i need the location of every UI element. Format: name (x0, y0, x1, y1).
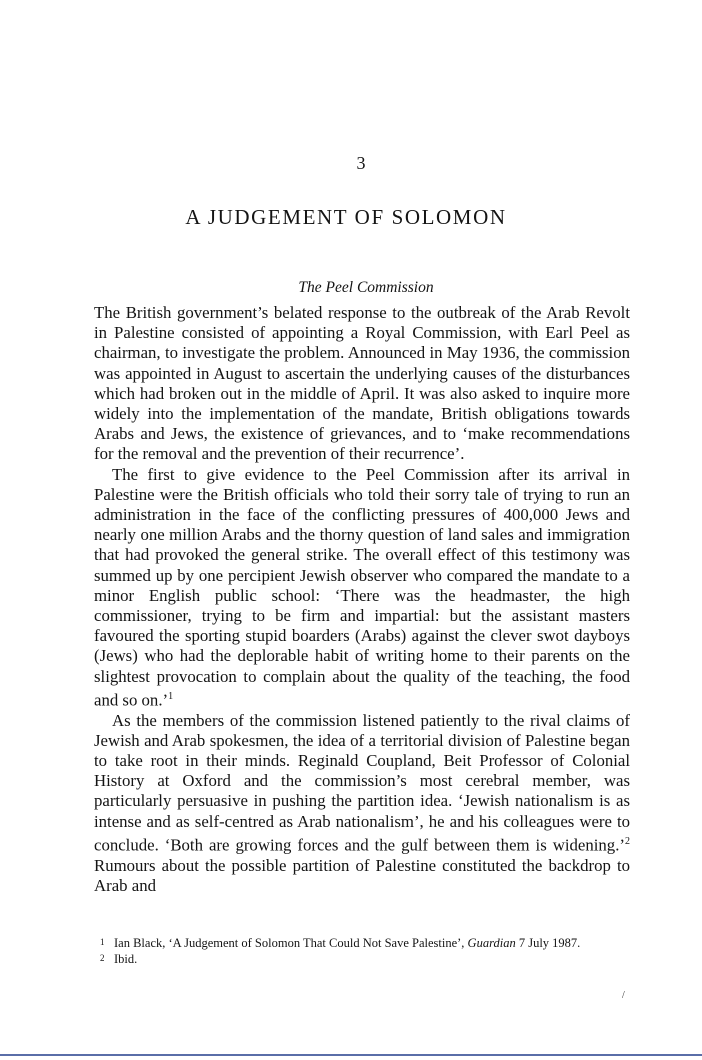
footnote-1-text-after: 7 July 1987. (515, 936, 581, 950)
paragraph-1 (94, 303, 630, 465)
footnote-2-text (114, 952, 640, 968)
chapter-title: A JUDGEMENT OF SOLOMON (185, 205, 507, 229)
body-text (94, 303, 630, 896)
paragraph-2 (94, 465, 630, 711)
footnote-1-text (114, 936, 640, 952)
paragraph-1-text: The British government’s belated response to the outbreak of the Arab Revolt in Palestine consisted of appointing a Royal Commission, with Earl Peel as chairman, to investigate the problem. Announced in May 1936, the commission was appointed in August to ascertain the underlying causes of the disturbances which had broken out in the middle of April. It was also asked to inquire more widely into the implementation of the mandate, British obligations towards Arabs and Jews, the existence of grievances, and to ‘make recommendations for the removal and the prevention of their recurrence’. (94, 303, 630, 464)
footnote-2-text-before: Ibid. (114, 951, 138, 966)
paragraph-2-text: The first to give evidence to the Peel Commission after its arrival in Palestine were the British officials who told their sorry tale of trying to run an administration in the face of the conflicting pressures of 400,000 Jews and nearly one million Arabs and the thorny question of land sales and immigration that had provoked the general strike. The overall effect of this testimony was summed up by one percipient Jewish observer who compared the mandate to a minor English public school: ‘There was the headmaster, the high commissioner, trying to be firm and impartial: but the assistant masters favoured the sporting stupid boarders (Arabs) against the clever swot dayboys (Jews) who had the deplorable habit of writing home to their parents on the slightest provocation to complain about the quality of the teaching, the food and so on.’ (94, 464, 630, 710)
footnote-1-text-before: Ian Black, ‘A Judgement of Solomon That Could Not Save Palestine’, (114, 936, 468, 950)
footnote-1-mark: 1 (100, 937, 105, 947)
footnote-ref-1: 1 (168, 690, 174, 702)
footnote-2-mark: 2 (100, 952, 105, 963)
paragraph-3 (94, 711, 630, 896)
viewer-bottom-border (0, 1054, 702, 1056)
footnote-1 (100, 936, 640, 952)
paragraph-3-continuation: Rumours about the possible partition of Palestine constituted the backdrop to Arab and (94, 855, 630, 895)
paragraph-3-text: As the members of the commission listened patiently to the rival claims of Jewish and Arab spokesmen, the idea of a territorial division of Palestine began to take root in their minds. Reginald Coupland, Beit Professor of Colonial History at Oxford and the commission’s most cerebral member, was particularly persuasive in pushing the partition idea. ‘Jewish nationalism is as intense and as self-centred as Arab nationalism’, he and his colleagues were to conclude. ‘Both are growing forces and the gulf between them is widening.’ (94, 710, 630, 855)
footnote-2 (100, 952, 640, 968)
chapter-number: 3 (356, 153, 366, 173)
footnote-1-italic: Guardian (467, 936, 516, 950)
page-mark: / (622, 990, 625, 1001)
footnotes (100, 936, 640, 967)
footnote-ref-2: 2 (625, 835, 630, 847)
section-heading: The Peel Commission (298, 279, 434, 296)
